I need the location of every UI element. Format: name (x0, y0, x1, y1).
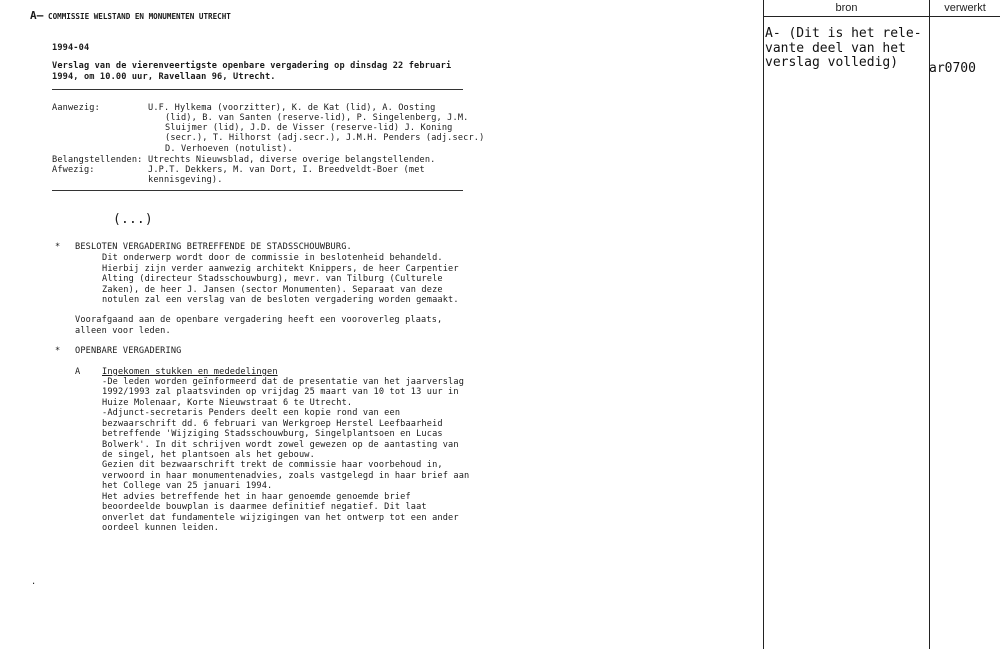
paragraph-line: betreffende 'Wijziging Stadsschouwburg, Singelplantsoen en Lucas (102, 429, 443, 439)
paragraph-line: Zaken), de heer J. Jansen (sector Monumenten). Separaat van deze (102, 285, 443, 295)
divider (52, 190, 463, 191)
source-note (765, 27, 922, 71)
subsection-letter: A (75, 367, 81, 377)
present-line: (secr.), T. Hilhorst (adj.secr.), J.M.H. Penders (adj.secr.) (165, 133, 485, 143)
interested-text: Utrechts Nieuwsblad, diverse overige belangstellenden. (148, 155, 436, 165)
paragraph-line: oordeel kunnen leiden. (102, 523, 220, 533)
paragraph-line: Bolwerk'. In dit schrijven wordt zowel gewezen op de aantasting van (102, 440, 459, 450)
paragraph-line: Hierbij zijn verder aanwezig architekt Knippers, de heer Carpentier (102, 264, 459, 274)
paragraph-line: het College van 25 januari 1994. (102, 481, 273, 491)
column-border (929, 0, 930, 649)
column-border (763, 0, 764, 649)
organization-name: COMMISSIE WELSTAND EN MONUMENTEN UTRECHT (48, 12, 231, 21)
margin-table (763, 0, 1000, 649)
section-prefix: A– (30, 9, 44, 22)
column-header-processed: verwerkt (944, 2, 986, 14)
document-code: 1994-04 (52, 43, 90, 53)
scan-speck: . (31, 577, 37, 587)
paragraph-line: -De leden worden geïnformeerd dat de presentatie van het jaarverslag (102, 377, 465, 387)
present-line: (lid), B. van Santen (reserve-lid), P. Singelenberg, J.M. (165, 113, 469, 123)
present-line: Sluijmer (lid), J.D. de Visser (reserve-lid) J. Koning (165, 123, 453, 133)
bullet: * (55, 346, 61, 356)
paragraph-line: Voorafgaand aan de openbare vergadering heeft een vooroverleg plaats, (75, 315, 443, 325)
absent-line: kennisgeving). (148, 175, 223, 185)
paragraph-line: Alting (directeur Stadsschouwburg), mevr. van Tilburg (Culturele (102, 274, 443, 284)
section-heading: BESLOTEN VERGADERING BETREFFENDE DE STADSSCHOUWBURG. (75, 242, 352, 252)
paragraph-line: Het advies betreffende het in haar genoemde genoemde brief (102, 492, 411, 502)
paragraph-line: Dit onderwerp wordt door de commissie in beslotenheid behandeld. (102, 253, 443, 263)
paragraph-line: de singel, het plantsoen als het gebouw. (102, 450, 315, 460)
bullet: * (55, 242, 61, 252)
absent-label: Afwezig: (52, 165, 95, 175)
paragraph-line: Huize Molenaar, Korte Nieuwstraat 6 te Utrecht. (102, 398, 353, 408)
paragraph-line: bezwaarschrift dd. 6 februari van Werkgroep Herstel Leefbaarheid (102, 419, 443, 429)
processed-code: ar0700 (929, 61, 976, 76)
paragraph-line: -Adjunct-secretaris Penders deelt een kopie rond van een (102, 408, 401, 418)
interested-label: Belangstellenden: (52, 155, 143, 165)
present-label: Aanwezig: (52, 103, 100, 113)
note-line: A- (Dit is het rele- (765, 26, 922, 41)
column-header-source: bron (835, 2, 858, 14)
paragraph-line: onverlet dat fundamentele wijzigingen van het ontwerp tot een ander (102, 513, 459, 523)
paragraph-line: beoordeelde bouwplan is daarmee definitief negatief. Dit laat (102, 502, 427, 512)
header-border (763, 16, 1000, 17)
present-line: U.F. Hylkema (voorzitter), K. de Kat (lid), A. Oosting (148, 103, 436, 113)
omission-mark: (...) (113, 212, 153, 227)
title-line: 1994, om 10.00 uur, Ravellaan 96, Utrecht. (52, 72, 276, 82)
section-heading: OPENBARE VERGADERING (75, 346, 182, 356)
subsection-heading: Ingekomen stukken en mededelingen (102, 367, 278, 377)
note-line: verslag volledig) (765, 55, 899, 70)
title-line: Verslag van de vierenveertigste openbare vergadering op dinsdag 22 februari (52, 61, 452, 71)
divider (52, 89, 463, 90)
present-line: D. Verhoeven (notulist). (165, 144, 293, 154)
paragraph-line: notulen zal een verslag van de besloten vergadering worden gemaakt. (102, 295, 459, 305)
note-line: vante deel van het (765, 40, 906, 56)
paragraph-line: Gezien dit bezwaarschrift trekt de commissie haar voorbehoud in, (102, 460, 443, 470)
paragraph-line: alleen voor leden. (75, 326, 171, 336)
paragraph-line: 1992/1993 zal plaatsvinden op vrijdag 25 maart van 10 tot 13 uur in (102, 387, 459, 397)
absent-line: J.P.T. Dekkers, M. van Dort, I. Breedveldt-Boer (met (148, 165, 425, 175)
paragraph-line: verwoord in haar monumentenadvies, zoals vastgelegd in haar brief aan (102, 471, 470, 481)
